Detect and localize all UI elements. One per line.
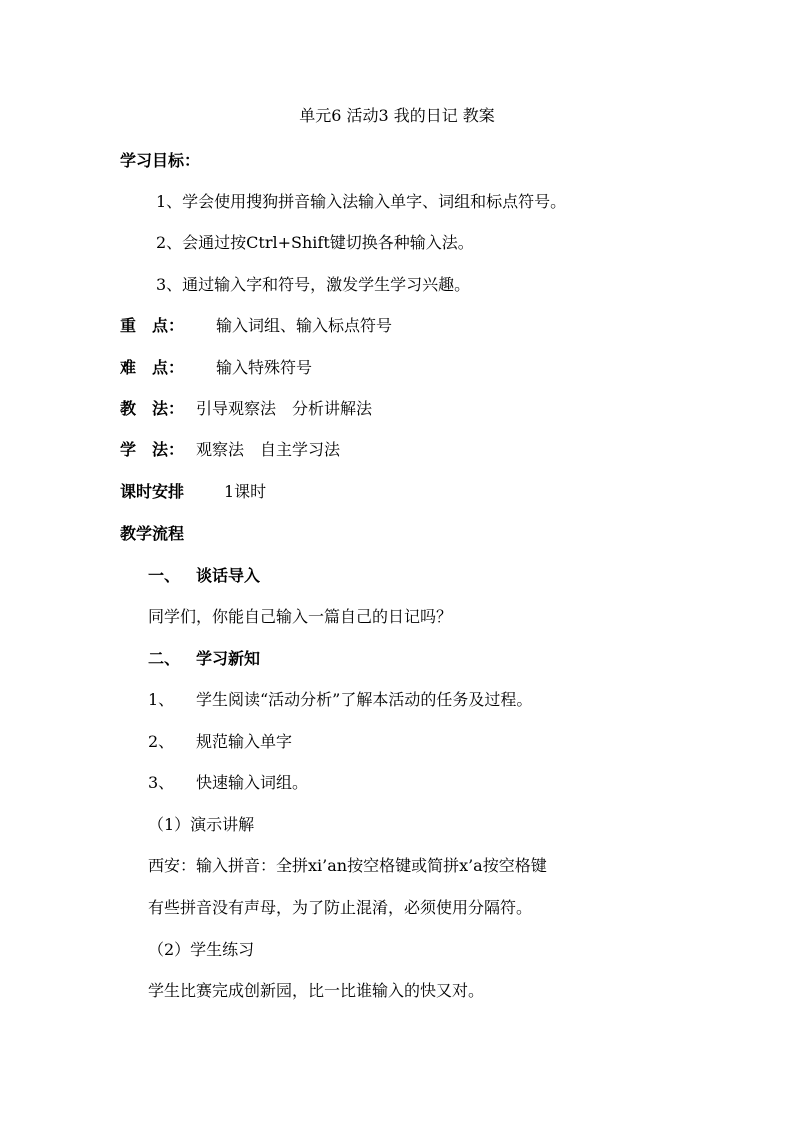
step-text: 快速输入词组。 — [196, 773, 309, 792]
meta-label: 重 点： — [120, 316, 185, 335]
step-number: 2、 — [148, 732, 175, 751]
step-number: 1、 — [148, 690, 175, 709]
document-title: 单元6 活动3 我的日记 教案 — [299, 106, 495, 125]
meta-value: 输入词组、输入标点符号 — [216, 316, 393, 335]
section-title: 学习新知 — [196, 649, 261, 668]
section-title: 谈话导入 — [196, 566, 261, 585]
objective-item: 1、学会使用搜狗拼音输入法输入单字、词组和标点符号。 — [156, 192, 567, 211]
meta-label: 学 法： — [120, 440, 185, 459]
step-text: 学生阅读“活动分析”了解本活动的任务及过程。 — [196, 690, 533, 709]
practice-text: 学生比赛完成创新园，比一比谁输入的快又对。 — [148, 981, 485, 1000]
meta-value: 1课时 — [224, 482, 267, 501]
section-number: 一、 — [148, 566, 181, 585]
meta-value: 观察法 自主学习法 — [196, 440, 341, 459]
objective-item: 2、会通过按Ctrl+Shift键切换各种输入法。 — [156, 233, 474, 252]
section-1-text: 同学们，你能自己输入一篇自己的日记吗？ — [148, 607, 453, 626]
meta-value: 输入特殊符号 — [216, 358, 313, 377]
objective-item: 3、通过输入字和符号，激发学生学习兴趣。 — [156, 275, 471, 294]
section-number: 二、 — [148, 649, 181, 668]
process-heading: 教学流程 — [120, 524, 185, 543]
step-text: 规范输入单字 — [196, 732, 293, 751]
practice-label: （2）学生练习 — [148, 940, 255, 959]
meta-label: 课时安排 — [120, 482, 185, 501]
objectives-heading: 学习目标： — [120, 151, 201, 170]
demo-label: （1）演示讲解 — [148, 815, 255, 834]
demo-line: 西安：输入拼音：全拼xi’an按空格键或简拼x’a按空格键 — [148, 856, 547, 875]
meta-label: 教 法： — [120, 399, 185, 418]
meta-value: 引导观察法 分析讲解法 — [196, 399, 373, 418]
step-number: 3、 — [148, 773, 175, 792]
demo-line: 有些拼音没有声母，为了防止混淆，必须使用分隔符。 — [148, 898, 533, 917]
meta-label: 难 点： — [120, 358, 185, 377]
